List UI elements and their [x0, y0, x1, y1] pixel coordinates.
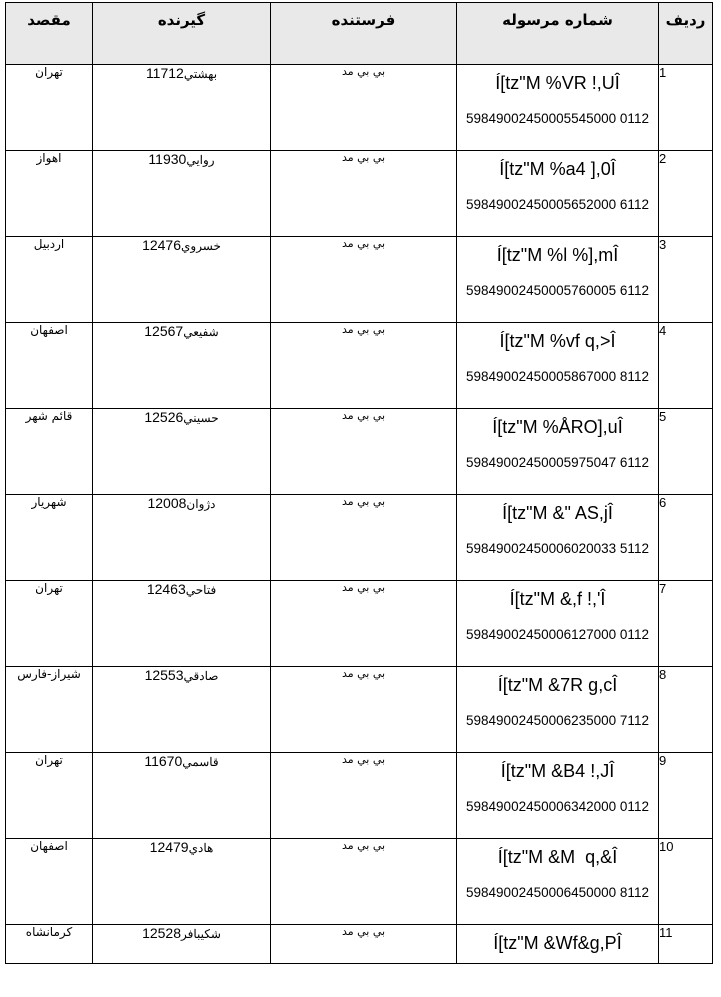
tracking-number: 59849002450006127000 0112: [466, 627, 649, 642]
tracking-cell: [457, 237, 659, 323]
receiver-cell: [93, 753, 271, 839]
receiver-cell: [93, 839, 271, 925]
tracking-number: 59849002450006450000 8112: [466, 885, 649, 900]
destination-cell: قائم شهر: [6, 409, 93, 495]
destination-cell: شیراز-فارس: [6, 667, 93, 753]
receiver-id: 11670: [144, 753, 183, 769]
receiver-id: 12008: [147, 495, 187, 511]
table-row: [6, 495, 713, 581]
receiver-id: 12479: [149, 839, 189, 855]
tracking-cell: [457, 323, 659, 409]
table-row: [6, 323, 713, 409]
header-tracking: شماره مرسوله: [457, 3, 659, 65]
table-row: [6, 925, 713, 964]
row-number: 10: [659, 839, 713, 925]
receiver-name: حسيني: [183, 411, 219, 425]
sender-cell: بي بي مد: [271, 151, 457, 237]
receiver-id: 12567: [144, 323, 184, 339]
receiver-cell: [93, 323, 271, 409]
sender-cell: بي بي مد: [271, 839, 457, 925]
destination-cell: شهریار: [6, 495, 93, 581]
tracking-number: 59849002450005545000 0112: [466, 111, 649, 126]
destination-cell: تهران: [6, 581, 93, 667]
destination-cell: كرمانشاه: [6, 925, 93, 964]
barcode-text: Í[tz"M &,f !,'Î: [509, 589, 606, 609]
row-number: 3: [659, 237, 713, 323]
receiver-name: قاسمي: [182, 755, 219, 769]
tracking-number: 59849002450005975047 6112: [466, 455, 649, 470]
tracking-cell: [457, 151, 659, 237]
sender-cell: بي بي مد: [271, 581, 457, 667]
receiver-name: فتاحي: [185, 583, 217, 597]
table-row: [6, 237, 713, 323]
tracking-number: 59849002450006235000 7112: [466, 713, 649, 728]
row-number: 4: [659, 323, 713, 409]
barcode-text: Í[tz"M %l %],mÎ: [496, 245, 619, 265]
table-row: [6, 839, 713, 925]
row-number: 11: [659, 925, 713, 964]
tracking-number: 59849002450005867000 8112: [466, 369, 649, 384]
header-row-number: ردیف: [659, 3, 713, 65]
receiver-id: 12463: [146, 581, 186, 597]
sender-cell: بي بي مد: [271, 409, 457, 495]
tracking-cell: [457, 495, 659, 581]
destination-cell: تهران: [6, 65, 93, 151]
tracking-cell: [457, 839, 659, 925]
receiver-id: 11712: [145, 65, 184, 81]
row-number: 2: [659, 151, 713, 237]
barcode-text: Í[tz"M %vf q,>Î: [499, 331, 616, 351]
barcode-text: Í[tz"M %VR !,UÎ: [495, 73, 620, 93]
sender-cell: بي بي مد: [271, 323, 457, 409]
tracking-cell: [457, 753, 659, 839]
header-row: [6, 3, 713, 65]
tracking-cell: [457, 409, 659, 495]
sender-cell: بي بي مد: [271, 237, 457, 323]
receiver-name: هادي: [188, 841, 214, 855]
row-number: 6: [659, 495, 713, 581]
barcode-text: Í[tz"M %ÅRO],uÎ: [492, 417, 623, 437]
receiver-cell: [93, 237, 271, 323]
sender-cell: بي بي مد: [271, 495, 457, 581]
receiver-name: خسروي: [181, 239, 221, 253]
barcode-text: Í[tz"M &7R g,cÎ: [497, 675, 618, 695]
row-number: 8: [659, 667, 713, 753]
receiver-cell: [93, 925, 271, 964]
tracking-number: 59849002450006342000 0112: [466, 799, 649, 814]
tracking-cell: [457, 667, 659, 753]
barcode-text: Í[tz"M &M q,&Î: [497, 847, 618, 867]
tracking-cell: [457, 65, 659, 151]
tracking-number: 59849002450005760005 6112: [466, 283, 649, 298]
barcode-text: Í[tz"M %a4 ],0Î: [499, 159, 616, 179]
header-receiver: گیرنده: [93, 3, 271, 65]
receiver-id: 12528: [142, 925, 181, 941]
sender-cell: بي بي مد: [271, 65, 457, 151]
receiver-name: بهشتي: [183, 67, 218, 81]
tracking-cell: [457, 925, 659, 964]
barcode-text: Í[tz"M &B4 !,JÎ: [500, 761, 615, 781]
receiver-id: 12476: [142, 237, 181, 253]
row-number: 1: [659, 65, 713, 151]
receiver-name: روايي: [186, 153, 215, 167]
table-row: [6, 65, 713, 151]
table-row: [6, 667, 713, 753]
receiver-name: شكيبافر: [181, 927, 221, 941]
receiver-id: 11930: [148, 151, 187, 167]
sender-cell: بي بي مد: [271, 667, 457, 753]
receiver-cell: [93, 151, 271, 237]
header-sender: فرستنده: [271, 3, 457, 65]
row-number: 7: [659, 581, 713, 667]
sender-cell: بي بي مد: [271, 753, 457, 839]
receiver-name: دژوان: [186, 497, 216, 511]
receiver-cell: [93, 65, 271, 151]
sender-cell: بي بي مد: [271, 925, 457, 964]
header-destination: مقصد: [6, 3, 93, 65]
row-number: 9: [659, 753, 713, 839]
tracking-cell: [457, 581, 659, 667]
destination-cell: اردبیل: [6, 237, 93, 323]
receiver-id: 12526: [144, 409, 184, 425]
shipment-table: [5, 2, 713, 964]
barcode-text: Í[tz"M &" AS,jÎ: [502, 503, 613, 523]
row-number: 5: [659, 409, 713, 495]
receiver-cell: [93, 409, 271, 495]
receiver-cell: [93, 581, 271, 667]
receiver-cell: [93, 667, 271, 753]
table-row: [6, 753, 713, 839]
barcode-text: Í[tz"M &Wf&g,PÎ: [493, 933, 622, 953]
table-row: [6, 409, 713, 495]
destination-cell: اصفهان: [6, 839, 93, 925]
destination-cell: اهواز: [6, 151, 93, 237]
destination-cell: تهران: [6, 753, 93, 839]
receiver-cell: [93, 495, 271, 581]
receiver-name: صادقي: [183, 669, 219, 683]
table-row: [6, 151, 713, 237]
table-row: [6, 581, 713, 667]
tracking-number: 59849002450006020033 5112: [466, 541, 649, 556]
receiver-id: 12553: [144, 667, 184, 683]
tracking-number: 59849002450005652000 6112: [466, 197, 649, 212]
receiver-name: شفيعي: [183, 325, 219, 339]
destination-cell: اصفهان: [6, 323, 93, 409]
